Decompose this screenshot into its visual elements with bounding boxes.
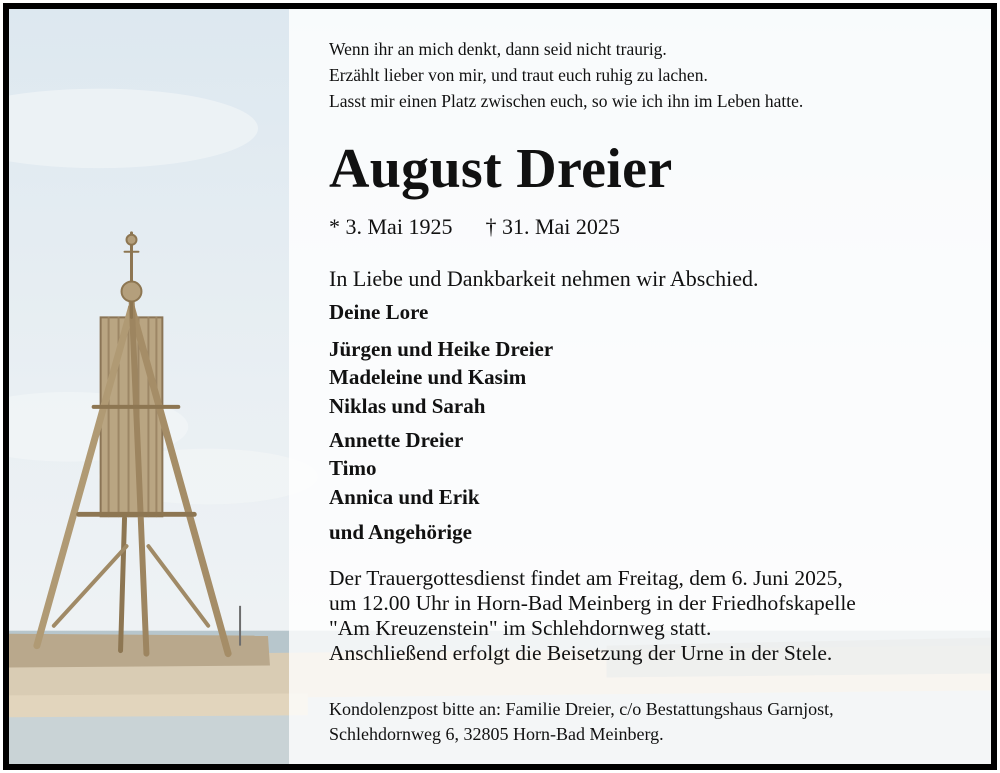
service-line-1: Der Trauergottesdienst findet am Freitag, dem 6. Juni 2025, xyxy=(329,566,843,590)
poem-line-3: Lasst mir einen Platz zwischen euch, so wie ich ihn im Leben hatte. xyxy=(329,91,804,111)
life-dates xyxy=(329,214,620,240)
family-member: Niklas und Sarah xyxy=(329,394,486,418)
death-date: † 31. Mai 2025 xyxy=(485,214,620,239)
family-member: Timo xyxy=(329,456,377,480)
family-member: Madeleine und Kasim xyxy=(329,365,527,389)
poem-line-2: Erzählt lieber von mir, und traut euch ruhig zu lachen. xyxy=(329,65,708,85)
notice-content xyxy=(329,9,961,764)
farewell-line: In Liebe und Dankbarkeit nehmen wir Abschied. xyxy=(329,266,759,291)
family-member: Annette Dreier xyxy=(329,428,464,452)
service-line-2: um 12.00 Uhr in Horn-Bad Meinberg in der Friedhofskapelle xyxy=(329,591,856,615)
service-line-3: "Am Kreuzenstein" im Schlehdornweg statt. xyxy=(329,616,712,640)
service-line-4: Anschließend erfolgt die Beisetzung der Urne in der Stele. xyxy=(329,641,833,665)
notice-frame xyxy=(3,3,997,770)
family-member: Jürgen und Heike Dreier xyxy=(329,337,554,361)
condolence-line-2: Schlehdornweg 6, 32805 Horn-Bad Meinberg. xyxy=(329,724,664,744)
condolence-line-1: Kondolenzpost bitte an: Familie Dreier, c/o Bestattungshaus Garnjost, xyxy=(329,699,834,719)
birth-date: * 3. Mai 1925 xyxy=(329,214,453,239)
family-member: Annica und Erik xyxy=(329,485,480,509)
family-member: und Angehörige xyxy=(329,520,472,544)
poem-line-1: Wenn ihr an mich denkt, dann seid nicht traurig. xyxy=(329,39,667,59)
deceased-name: August Dreier xyxy=(329,138,673,200)
notice-panel xyxy=(9,9,991,764)
family-member: Deine Lore xyxy=(329,300,429,324)
